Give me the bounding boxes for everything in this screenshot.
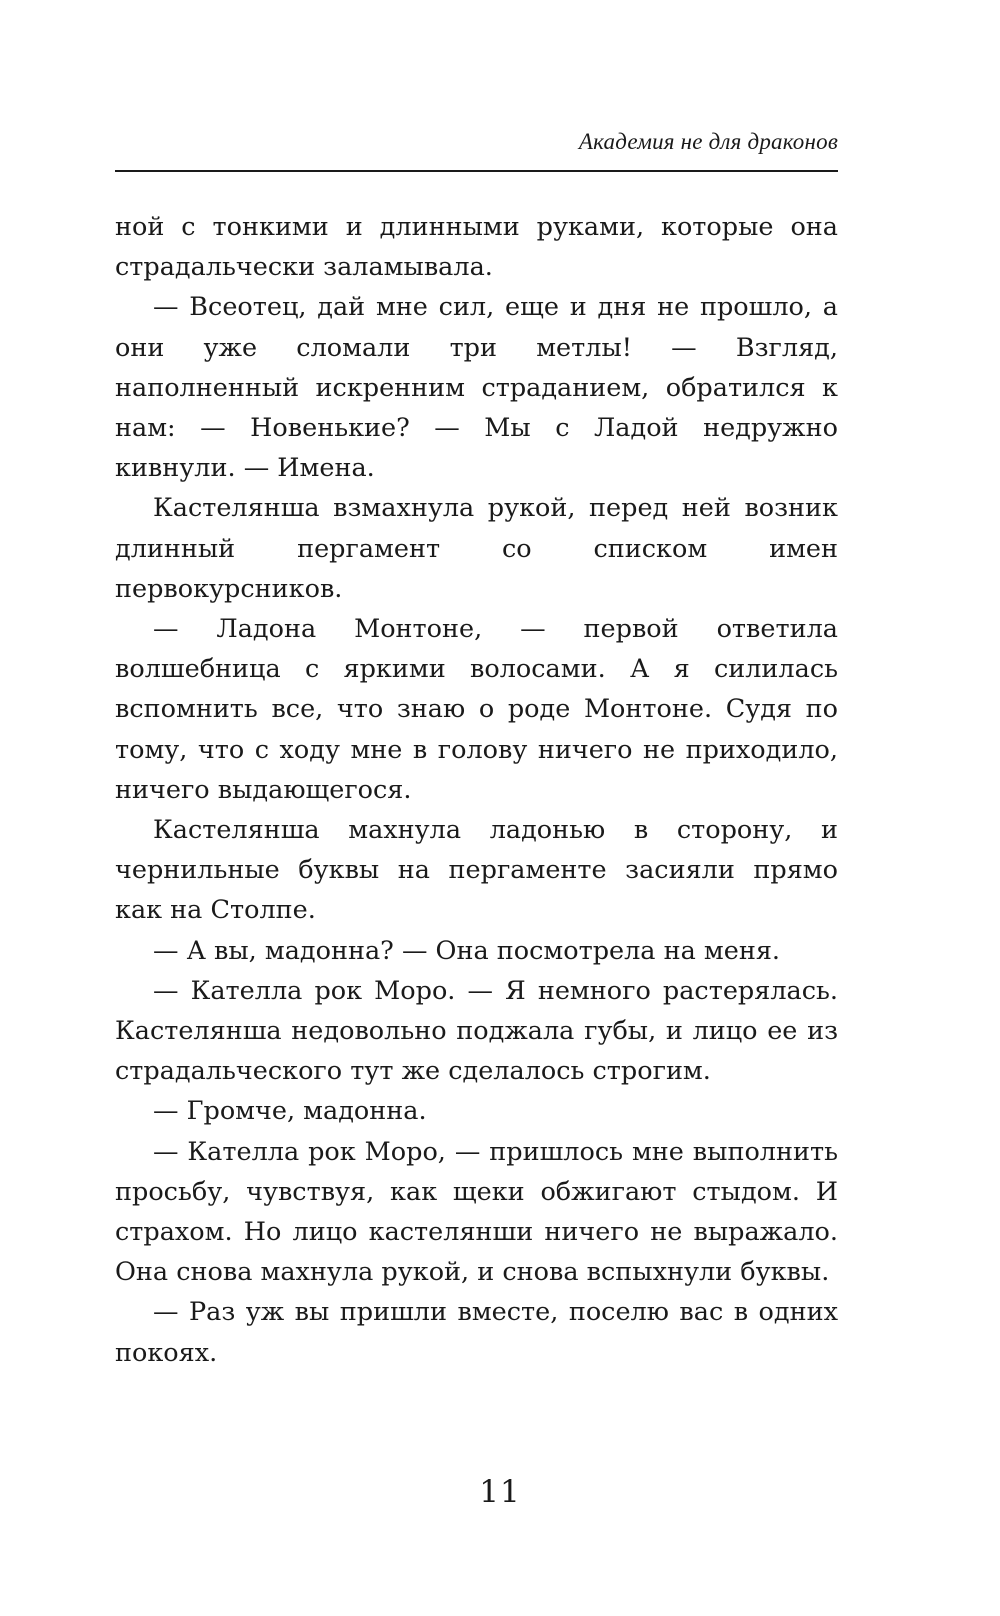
paragraph: Кастелянша взмахнула рукой, перед ней возник длинный пергамент со списком имен первокурсников. bbox=[115, 493, 838, 604]
header-divider bbox=[115, 170, 838, 172]
paragraph: — Всеотец, дай мне сил, еще и дня не прошло, а они уже сломали три метлы! — Взгляд, наполненный искренним страданием, обратился к нам: — Новенькие? — Мы с Ладой недружно кивнули. — Имена. bbox=[115, 292, 838, 484]
paragraph: — Ладона Монтоне, — первой ответила волшебница с яркими волосами. А я силилась вспомнить все, что знаю о роде Монтоне. Судя по тому, что с ходу мне в голову ничего не приходило, ничего выдающегося. bbox=[115, 614, 838, 805]
paragraph: ной с тонкими и длинными руками, которые она страдальчески заламывала. bbox=[115, 212, 838, 283]
body-text bbox=[115, 207, 838, 1373]
paragraph: — Раз уж вы пришли вместе, поселю вас в одних покоях. bbox=[115, 1297, 838, 1368]
paragraph: — Кателла рок Моро. — Я немного растерялась. Кастелянша недовольно поджала губы, и лицо ее из страдальческого тут же сделалось строгим. bbox=[115, 975, 838, 1087]
running-header-title: Академия не для драконов bbox=[578, 129, 838, 154]
paragraph: — А вы, мадонна? — Она посмотрела на меня. bbox=[153, 935, 781, 966]
paragraph: — Кателла рок Моро, — пришлось мне выполнить просьбу, чувствуя, как щеки обжигают стыдом. И страхом. Но лицо кастелянши ничего не выражало. Она снова махнула рукой, и снова вспыхнули буквы. bbox=[115, 1136, 838, 1288]
paragraph: — Громче, мадонна. bbox=[153, 1096, 427, 1127]
paragraph: Кастелянша махнула ладонью в сторону, и чернильные буквы на пергаменте засияли прямо как на Столпе. bbox=[115, 815, 838, 926]
page-number: 11 bbox=[479, 1474, 521, 1510]
